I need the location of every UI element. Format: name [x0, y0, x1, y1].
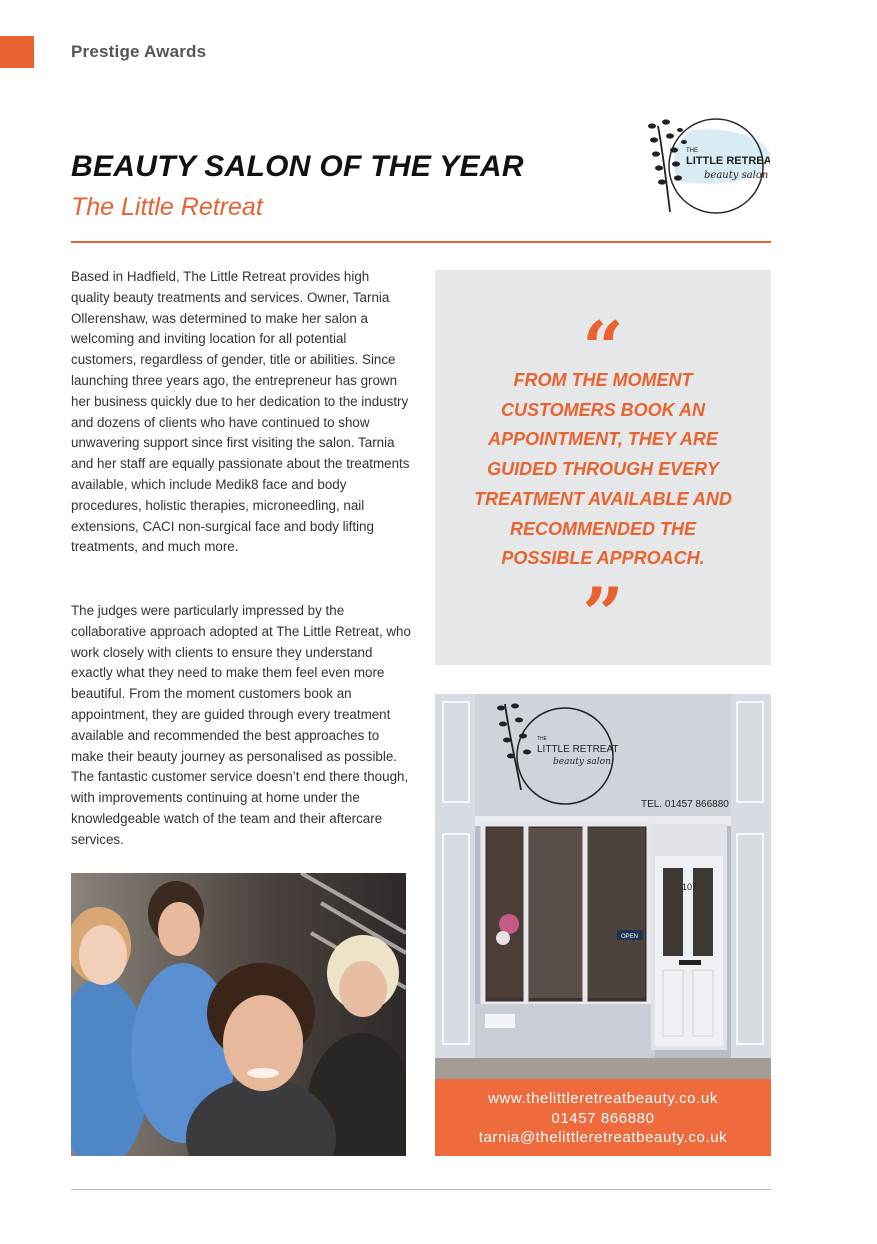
- logo-name-text: LITTLE RETREAT: [686, 155, 770, 167]
- pull-quote-box: [435, 270, 771, 665]
- logo-small-text: THE: [686, 148, 698, 154]
- article-paragraph-2: The judges were particularly impressed by the collaborative approach adopted at The Little Retreat, who work closely with clients to ensure they understand exactly what they need to make them feel even more beautiful. From the moment customers book an appointment, they are guided through every treatment available and recommended the best approaches to make their beauty journey as personalised as possible. The fantastic customer service doesn’t end there though, with improvements continuing at home under the knowledgeable watch of the team and their aftercare services.: [71, 603, 411, 847]
- shop-tel: TEL. 01457 866880: [641, 799, 729, 810]
- contact-website-link[interactable]: www.thelittleretreatbeauty.co.uk: [488, 1090, 718, 1107]
- article-subtitle: The Little Retreat: [71, 193, 263, 221]
- shop-sign-small: THE: [537, 736, 547, 742]
- title-divider: [71, 241, 771, 243]
- article-paragraph-1: Based in Hadfield, The Little Retreat provides high quality beauty treatments and services. Owner, Tarnia Ollerenshaw, was determined to make her salon a welcoming and inviting location for all potential customers, regardless of gender, title or abilities. Since launching three years ago, the entrepreneur has grown her business quickly due to her dedication to the industry and dozens of clients who have continued to show unwavering support since first visiting the salon. Tarnia and her staff are equally passionate about the treatments available, which include Medik8 face and body procedures, holistic therapies, microneedling, nail extensions, CACI non-surgical face and body lifting treatments, and much more.: [71, 269, 410, 555]
- section-label: Prestige Awards: [71, 42, 207, 61]
- salon-logo: [640, 108, 770, 220]
- door-number: 107: [682, 882, 698, 892]
- pull-quote-text: FROM THE MOMENT CUSTOMERS BOOK AN APPOINTMENT, THEY ARE GUIDED THROUGH EVERY TREATMENT AVAILABLE AND RECOMMENDED THE POSSIBLE APPROACH.: [474, 370, 732, 569]
- contact-box: [435, 1079, 771, 1156]
- footer-divider: [71, 1189, 771, 1190]
- article-title: BEAUTY SALON OF THE YEAR: [71, 150, 524, 183]
- team-photo: [71, 873, 406, 1156]
- contact-phone[interactable]: 01457 866880: [551, 1109, 655, 1127]
- close-quote-icon: ”: [582, 571, 624, 656]
- open-sign: OPEN: [621, 934, 639, 940]
- shop-sign-name: LITTLE RETREAT: [537, 744, 619, 755]
- shopfront-photo: [435, 694, 771, 1079]
- section-tab-marker: [0, 36, 34, 68]
- logo-tagline-text: beauty salon: [704, 170, 769, 181]
- contact-email-link[interactable]: tarnia@thelittleretreatbeauty.co.uk: [478, 1129, 728, 1146]
- shop-sign-tagline: beauty salon: [553, 757, 611, 767]
- open-quote-icon: “: [582, 305, 624, 390]
